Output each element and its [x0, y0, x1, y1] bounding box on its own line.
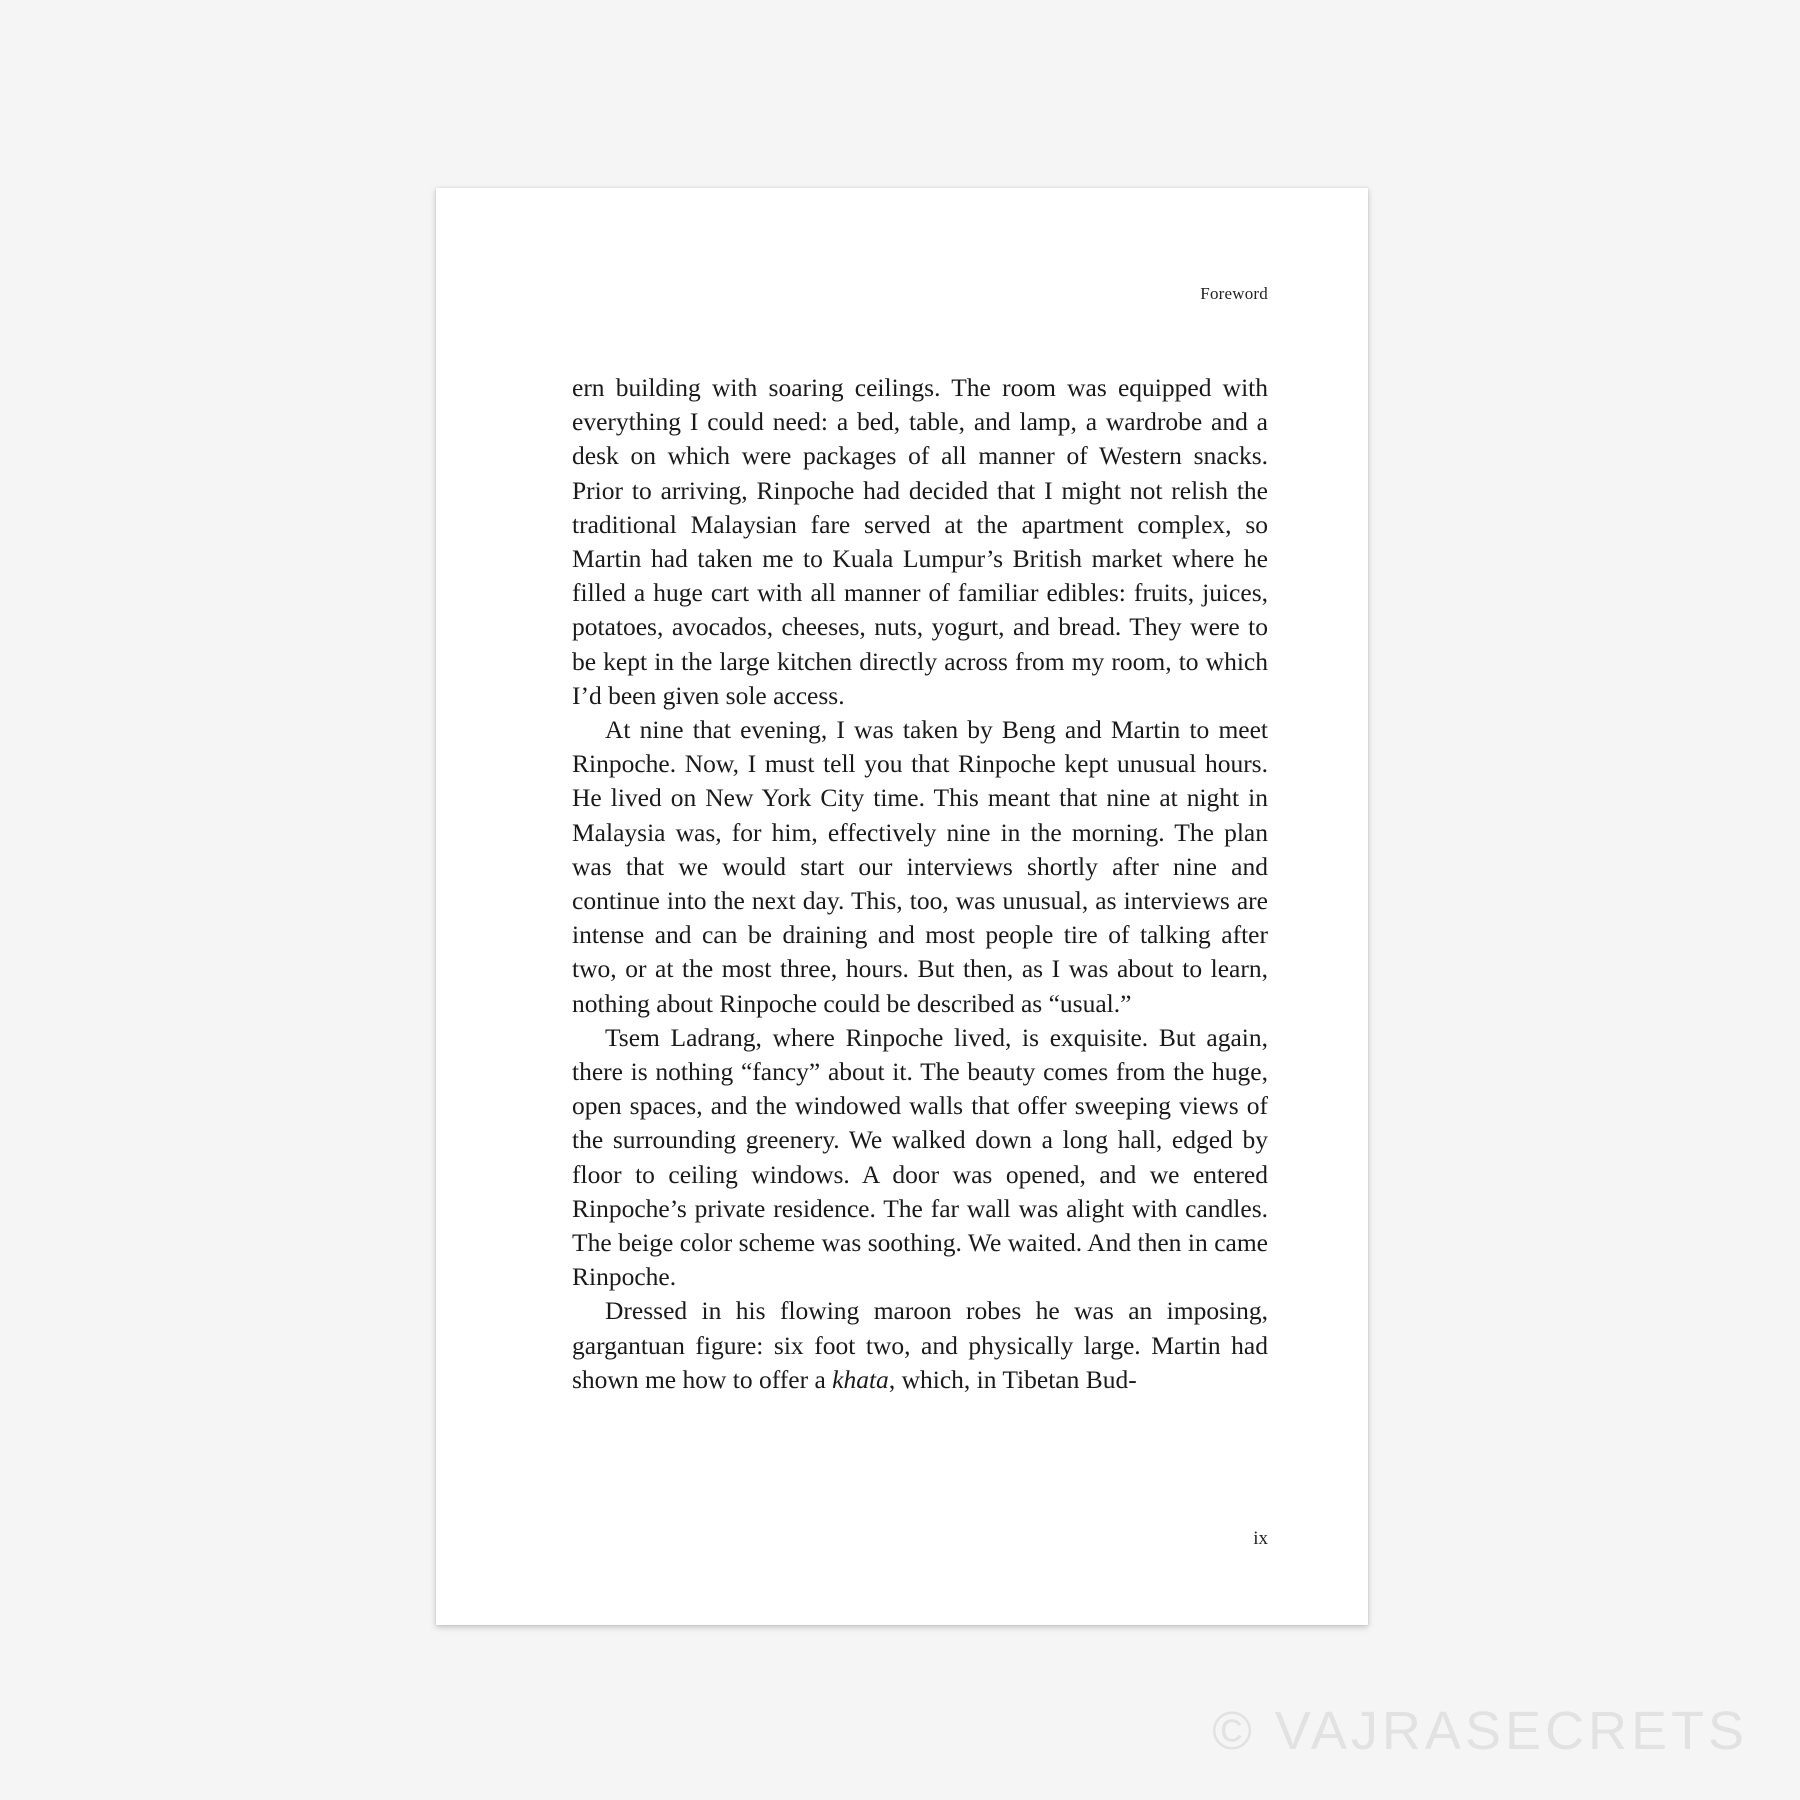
paragraph-4-text-b: , which, in Tibetan Bud-: [888, 1364, 1137, 1394]
paragraph-1: ern building with soaring ceilings. The room was equipped with everything I could need: a bed, table, and lamp, a wardrobe and a desk on which were packages of all manner of Western snacks. Prior to arriving, Rinpoche had decided that I might not relish the traditional Malaysian fare served at the apartment complex, so Martin had taken me to Kuala Lumpur’s British market where he filled a huge cart with all manner of familiar edibles: fruits, juices, potatoes, avocados, cheeses, nuts, yogurt, and bread. They were to be kept in the large kitchen directly across from my room, to which I’d been given sole access.: [572, 373, 1268, 710]
paragraph-3: Tsem Ladrang, where Rinpoche lived, is exquisite. But again, there is nothing “fancy” about it. The beauty comes from the huge, open spaces, and the windowed walls that offer sweeping views of the surrounding greenery. We walked down a long hall, edged by floor to ceiling windows. A door was opened, and we entered Rinpoche’s private residence. The far wall was alight with candles. The beige color scheme was soothing. We waited. And then in came Rinpoche.: [572, 1022, 1268, 1292]
book-page: [436, 188, 1368, 1625]
italic-term-khata: khata: [832, 1364, 889, 1394]
watermark: © VAJRASECRETS: [1212, 1701, 1748, 1761]
paragraph-2: At nine that evening, I was taken by Beng and Martin to meet Rinpoche. Now, I must tell you that Rinpoche kept unusual hours. He lived on New York City time. This meant that nine at night in Malaysia was, for him, effectively nine in the morning. The plan was that we would start our interviews shortly after nine and continue into the next day. This, too, was unusual, as interviews are intense and can be draining and most people tire of talking after two, or at the most three, hours. But then, as I was about to learn, nothing about Rinpoche could be described as “usual.”: [572, 715, 1268, 1018]
page-number: ix: [1253, 1528, 1268, 1549]
running-head: Foreword: [1200, 284, 1268, 303]
paragraph-4: [572, 1294, 1268, 1397]
paragraph-4-text-a: Dressed in his flowing maroon robes he was an imposing, gargantuan figure: six foot two, and physically large. Martin had shown me how to offer a: [572, 1296, 1268, 1394]
body-text: [572, 371, 1268, 1397]
